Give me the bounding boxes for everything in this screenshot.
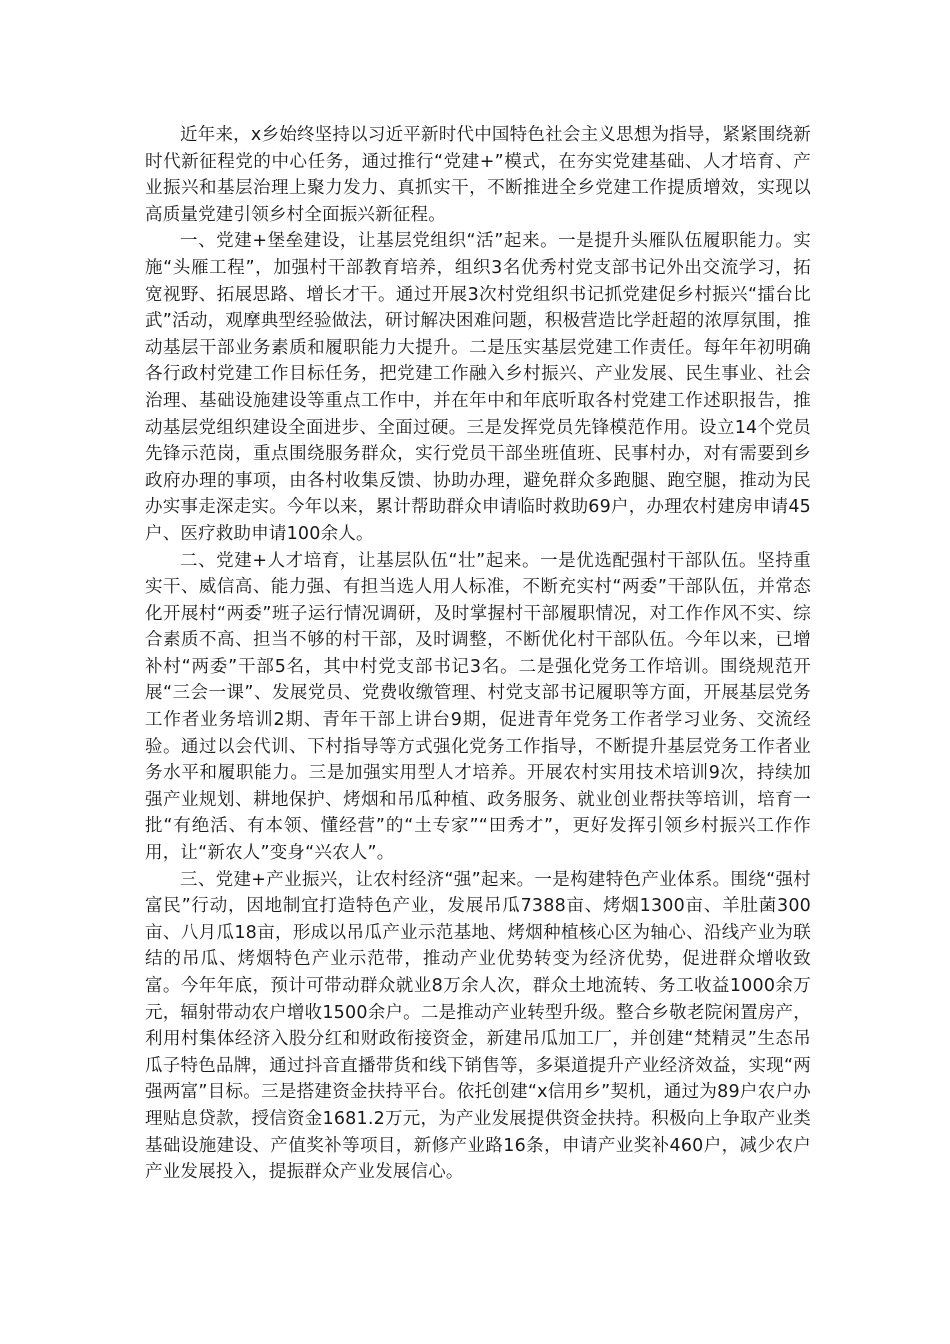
section-1-paragraph: 一、党建+堡垒建设，让基层党组织“活”起来。一是提升头雁队伍履职能力。实施“头雁工程”，加强村干部教育培养，组织3名优秀村党支部书记外出交流学习，拓宽视野、拓展思路、增长才干。通过开展3次村党组织书记抓党建促乡村振兴“擂台比武”活动，观摩典型经验做法，研讨解决困难问题，积极营造比学赶超的浓厚氛围，推动基层干部业务素质和履职能力大提升。二是压实基层党建工作责任。每年年初明确各行政村党建工作目标任务，把党建工作融入乡村振兴、产业发展、民生事业、社会治理、基础设施建设等重点工作中，并在年中和年底听取各村党建工作述职报告，推动基层党组织建设全面进步、全面过硬。三是发挥党员先锋模范作用。设立14个党员先锋示范岗，重点围绕服务群众，实行党员干部坐班值班、民事村办，对有需要到乡政府办理的事项，由各村收集反馈、协助办理，避免群众多跑腿、跑空腿，推动为民办实事走深走实。今年以来，累计帮助群众申请临时救助69户，办理农村建房申请45户、医疗救助申请100余人。 (145, 231, 811, 544)
document-body (145, 122, 811, 1186)
section-2-paragraph: 二、党建+人才培育，让基层队伍“壮”起来。一是优选配强村干部队伍。坚持重实干、威信高、能力强、有担当选人用人标准，不断充实村“两委”干部队伍，并常态化开展村“两委”班子运行情况调研，及时掌握村干部履职情况，对工作作风不实、综合素质不高、担当不够的村干部，及时调整，不断优化村干部队伍。今年以来，已增补村“两委”干部5名，其中村党支部书记3名。二是强化党务工作培训。围绕规范开展“三会一课”、发展党员、党费收缴管理、村党支部书记履职等方面，开展基层党务工作者业务培训2期、青年干部上讲台9期，促进青年党务工作者学习业务、交流经验。通过以会代训、下村指导等方式强化党务工作指导，不断提升基层党务工作者业务水平和履职能力。三是加强实用型人才培养。开展农村实用技术培训9次，持续加强产业规划、耕地保护、烤烟和吊瓜种植、政务服务、就业创业帮扶等培训，培育一批“有绝活、有本领、懂经营”的“土专家”“田秀才”，更好发挥引领乡村振兴工作作用，让“新农人”变身“兴农人”。 (145, 550, 811, 864)
intro-paragraph: 近年来，x乡始终坚持以习近平新时代中国特色社会主义思想为指导，紧紧围绕新时代新征程党的中心任务，通过推行“党建+”模式，在夯实党建基础、人才培育、产业振兴和基层治理上聚力发力、真抓实干，不断推进全乡党建工作提质增效，实现以高质量党建引领乡村全面振兴新征程。 (145, 125, 811, 225)
section-3-paragraph: 三、党建+产业振兴，让农村经济“强”起来。一是构建特色产业体系。围绕“强村富民”行动，因地制宜打造特色产业，发展吊瓜7388亩、烤烟1300亩、羊肚菌300亩、八月瓜18亩，形成以吊瓜产业示范基地、烤烟种植核心区为轴心、沿线产业为联结的吊瓜、烤烟特色产业示范带，推动产业优势转变为经济优势，促进群众增收致富。今年年底，预计可带动群众就业8万余人次，群众土地流转、务工收益1000余万元，辐射带动农户增收1500余户。二是推动产业转型升级。整合乡敬老院闲置房产，利用村集体经济入股分红和财政衔接资金，新建吊瓜加工厂，并创建“梵精灵”生态吊瓜子特色品牌，通过抖音直播带货和线下销售等，多渠道提升产业经济效益，实现“两强两富”目标。三是搭建资金扶持平台。依托创建“x信用乡”契机，通过为89户农户办理贴息贷款，授信资金1681.2万元，为产业发展提供资金扶持。积极向上争取产业类基础设施建设、产值奖补等项目，新修产业路16条，申请产业奖补460户，减少农户产业发展投入，提振群众产业发展信心。 (145, 869, 811, 1183)
